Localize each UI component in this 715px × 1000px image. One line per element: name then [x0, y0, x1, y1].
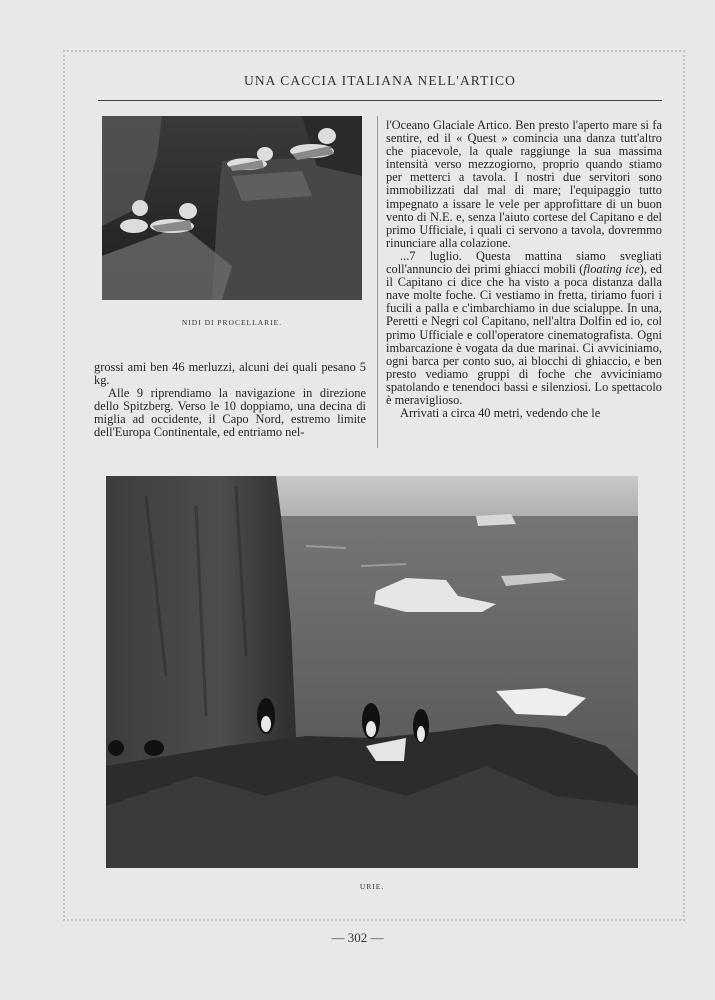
- running-head: UNA CACCIA ITALIANA NELL'ARTICO: [243, 73, 516, 88]
- paragraph: grossi ami ben 46 merluzzi, alcuni dei quali pesano 5 kg.: [94, 360, 366, 388]
- photo-guillemots: [106, 476, 638, 868]
- figure-caption: NIDI DI PROCELLARIE.: [181, 318, 283, 327]
- right-column: [386, 119, 662, 420]
- figure-caption: URIE.: [359, 882, 385, 891]
- column-rule: [377, 116, 378, 448]
- paragraph-text: ...7 luglio. Questa mattina siamo svegliati coll'annuncio dei primi ghiacci mobili (: [386, 248, 662, 277]
- header-rule: [98, 100, 662, 101]
- paragraph: l'Oceano Glaciale Artico. Ben presto l'aperto mare si fa sentire, ed il « Quest » comincia una danza tutt'altro che piacevole, la quale raggiunge la sua massima intensità verso mezzogiorno, proprio quando stiamo per metterci a tavola. I nostri due servitori sono immobilizzati dal mal di mare; l'equipaggio tutto impegnato a issare le vele per approfittare di un buon vento di N.E. e, senza l'aiuto cortese del Capitano e del primo Ufficiale, i quali ci servono a tavola, dovremmo rinunciare alla colazione.: [386, 118, 662, 250]
- left-column: [94, 361, 366, 440]
- paragraph: Arrivati a circa 40 metri, vedendo che le: [400, 406, 601, 421]
- paragraph: [386, 250, 662, 407]
- italic-term: floating ice: [583, 262, 640, 277]
- page-number: — 302 —: [331, 930, 384, 945]
- photo-petrel-nests: [102, 116, 362, 300]
- paragraph-text: ), ed il Capitano ci dice che ha visto a poca distanza dalla nave molte foche. Ci vestiamo in fretta, tiriamo fuori i fucili a palla e c'imbarchiamo in due scialuppe. In una, Peretti e Negri col Capitano, nell'altra Dolfin ed io, col primo Ufficiale e coll'operatore cinematografista. Ogni imbarcazione è vogata da due marinai. Ci avviciniamo, ogni barca per conto suo, ai blocchi di ghiaccio, e ben presto vediamo gruppi di foche che avviciniamo spatolando e tenendoci bassi e silenziosi. Lo spettacolo è meraviglioso.: [386, 262, 662, 407]
- paragraph: Alle 9 riprendiamo la navigazione in direzione dello Spitzberg. Verso le 10 doppiamo, una decina di miglia ad occidente, il Capo Nord, estremo limite dell'Europa Continentale, ed entriamo nel-: [94, 386, 366, 440]
